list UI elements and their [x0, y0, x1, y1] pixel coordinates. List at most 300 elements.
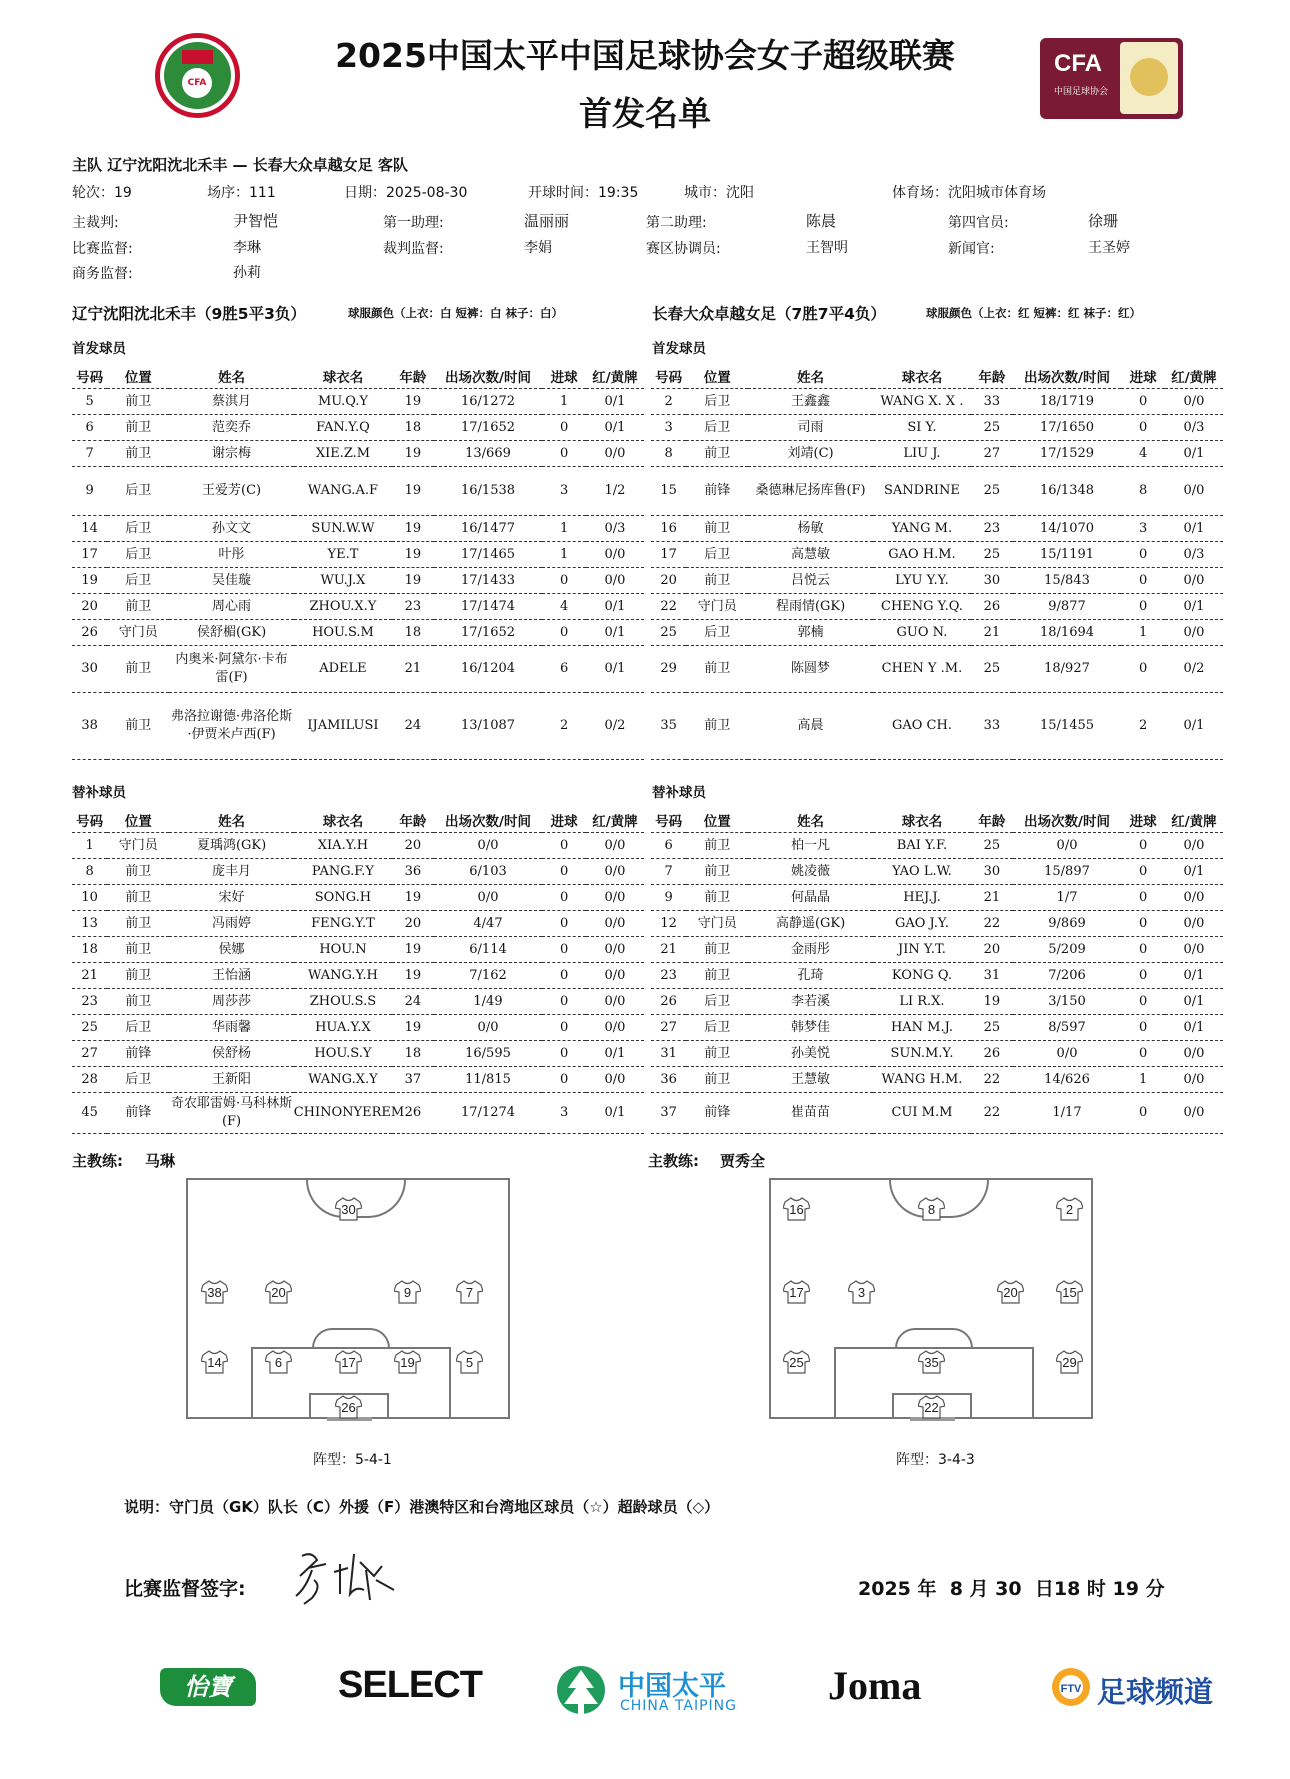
appearances: 1/17 [1013, 1093, 1122, 1134]
age: 20 [971, 937, 1012, 963]
player-name: 侯娜 [169, 937, 293, 963]
cards: 0/1 [1165, 989, 1223, 1015]
official-name: 徐珊 [1088, 212, 1119, 230]
position: 前卫 [107, 389, 169, 415]
col-age-header: 年龄 [392, 808, 433, 833]
player-name: 王怡涵 [169, 963, 293, 989]
cards: 0/3 [1165, 415, 1223, 441]
position: 前卫 [686, 568, 748, 594]
table-row [72, 467, 644, 516]
shirt-name: WU.J.X [294, 568, 392, 594]
goals: 0 [1121, 859, 1165, 885]
appearances: 18/1719 [1013, 389, 1122, 415]
shirt-name: LIU J. [873, 441, 971, 467]
table-row [72, 389, 644, 415]
appearances: 9/869 [1013, 911, 1122, 937]
shirt-number: 17 [651, 542, 686, 568]
shirt-number-label: 7 [465, 1285, 474, 1300]
col-number-header: 号码 [72, 808, 107, 833]
player-shirt-icon [918, 1350, 945, 1374]
position: 后卫 [107, 568, 169, 594]
shirt-name: SUN.W.W [294, 516, 392, 542]
age: 25 [971, 1015, 1012, 1041]
shirt-number: 14 [72, 516, 107, 542]
age: 19 [392, 542, 433, 568]
player-name: 侯舒楣(GK) [169, 620, 293, 646]
table-row [651, 542, 1223, 568]
player-shirt-icon [456, 1280, 483, 1304]
home-starters-heading: 首发球员 [72, 341, 126, 357]
shirt-name: WANG.Y.H [294, 963, 392, 989]
taiping-tree-icon [556, 1664, 606, 1718]
shirt-number-label: 38 [207, 1285, 222, 1300]
shirt-number: 9 [72, 467, 107, 516]
supervisor-signature [282, 1546, 402, 1606]
position: 前卫 [686, 1041, 748, 1067]
shirt-number: 8 [651, 441, 686, 467]
sponsor-select-logo: SELECT [338, 1664, 482, 1706]
cards: 0/0 [586, 989, 644, 1015]
age: 33 [971, 389, 1012, 415]
table-row [72, 693, 644, 760]
age: 37 [392, 1067, 433, 1093]
player-shirt-icon [783, 1350, 810, 1374]
appearances: 4/47 [434, 911, 543, 937]
away-starters-table [651, 364, 1223, 760]
player-shirt-icon [201, 1350, 228, 1374]
shirt-name: SUN.M.Y. [873, 1041, 971, 1067]
table-row [651, 620, 1223, 646]
table-row [651, 989, 1223, 1015]
appearances: 15/897 [1013, 859, 1122, 885]
goals: 3 [1121, 516, 1165, 542]
position: 前卫 [107, 594, 169, 620]
goals: 0 [542, 833, 586, 859]
age: 22 [971, 1067, 1012, 1093]
age: 22 [971, 911, 1012, 937]
goals: 0 [542, 963, 586, 989]
goals: 6 [542, 646, 586, 693]
appearances: 0/0 [1013, 833, 1122, 859]
goals: 0 [1121, 911, 1165, 937]
shirt-name: GAO J.Y. [873, 911, 971, 937]
appearances: 15/1455 [1013, 693, 1122, 760]
shirt-number: 25 [651, 620, 686, 646]
shirt-number-label: 9 [403, 1285, 412, 1300]
shirt-name: SI Y. [873, 415, 971, 441]
goals: 0 [542, 911, 586, 937]
goals: 0 [1121, 415, 1165, 441]
shirt-name: FENG.Y.T [294, 911, 392, 937]
shirt-number-label: 2 [1065, 1202, 1074, 1217]
player-name: 韩梦佳 [748, 1015, 872, 1041]
col-shirt-name-header: 球衣名 [873, 808, 971, 833]
appearances: 17/1274 [434, 1093, 543, 1134]
cards: 0/0 [586, 1015, 644, 1041]
cards: 0/0 [1165, 467, 1223, 516]
col-apps-header: 出场次数/时间 [434, 364, 543, 389]
shirt-number: 7 [72, 441, 107, 467]
shirt-name: ZHOU.X.Y [294, 594, 392, 620]
official-name: 李娟 [524, 240, 552, 256]
official-label: 第四官员: [948, 215, 1009, 231]
col-number-header: 号码 [651, 364, 686, 389]
position: 后卫 [686, 1015, 748, 1041]
position: 后卫 [686, 389, 748, 415]
player-shirt-icon [783, 1280, 810, 1304]
col-cards-header: 红/黄牌 [586, 808, 644, 833]
col-apps-header: 出场次数/时间 [1013, 808, 1122, 833]
shirt-name: XIA.Y.H [294, 833, 392, 859]
home-coach-label: 主教练: [72, 1152, 123, 1170]
goals: 0 [1121, 885, 1165, 911]
age: 18 [392, 415, 433, 441]
col-name-header: 姓名 [169, 808, 293, 833]
position: 前卫 [686, 833, 748, 859]
table-row [72, 441, 644, 467]
player-name: 宋好 [169, 885, 293, 911]
position: 守门员 [686, 594, 748, 620]
age: 26 [392, 1093, 433, 1134]
shirt-number-label: 17 [341, 1355, 356, 1370]
col-position-header: 位置 [686, 808, 748, 833]
shirt-name: YAO L.W. [873, 859, 971, 885]
age: 30 [971, 568, 1012, 594]
appearances: 16/1204 [434, 646, 543, 693]
goals: 0 [1121, 646, 1165, 693]
match-date: 日期：2025-08-30 [344, 185, 468, 201]
shirt-number-label: 16 [789, 1202, 804, 1217]
cards: 0/1 [586, 646, 644, 693]
player-name: 冯雨婷 [169, 911, 293, 937]
col-shirt-name-header: 球衣名 [294, 808, 392, 833]
cfa-league-logo: CFA 中国足球协会 [1040, 38, 1183, 119]
cards: 0/0 [1165, 389, 1223, 415]
table-row [72, 1093, 644, 1134]
city: 城市：沈阳 [684, 185, 754, 201]
shirt-name: ADELE [294, 646, 392, 693]
cards: 0/0 [1165, 568, 1223, 594]
goals: 0 [542, 885, 586, 911]
age: 24 [392, 693, 433, 760]
appearances: 7/206 [1013, 963, 1122, 989]
table-header-row [651, 808, 1223, 833]
shirt-number: 2 [651, 389, 686, 415]
appearances: 13/669 [434, 441, 543, 467]
table-row [651, 1067, 1223, 1093]
position: 前卫 [686, 646, 748, 693]
appearances: 17/1465 [434, 542, 543, 568]
shirt-number: 26 [72, 620, 107, 646]
player-name: 程雨情(GK) [748, 594, 872, 620]
goals: 0 [542, 415, 586, 441]
shirt-name: GAO CH. [873, 693, 971, 760]
col-apps-header: 出场次数/时间 [1013, 364, 1122, 389]
shirt-name: WANG.A.F [294, 467, 392, 516]
col-number-header: 号码 [651, 808, 686, 833]
player-name: 高静遥(GK) [748, 911, 872, 937]
shirt-name: SANDRINE [873, 467, 971, 516]
table-row [651, 646, 1223, 693]
player-shirt-icon [1056, 1280, 1083, 1304]
player-name: 庞丰月 [169, 859, 293, 885]
cards: 1/2 [586, 467, 644, 516]
cards: 0/1 [586, 594, 644, 620]
shirt-number: 27 [651, 1015, 686, 1041]
appearances: 13/1087 [434, 693, 543, 760]
col-name-header: 姓名 [169, 364, 293, 389]
official-name: 孙莉 [233, 265, 261, 281]
goals: 0 [542, 1067, 586, 1093]
official-name: 李琳 [233, 240, 261, 256]
sponsor-taiping-cn: 中国太平 [618, 1671, 726, 1702]
appearances: 17/1652 [434, 620, 543, 646]
shirt-number: 21 [72, 963, 107, 989]
match-number: 场序：111 [207, 185, 276, 201]
cfa-emblem-logo: CFA [155, 33, 240, 118]
shirt-name: XIE.Z.M [294, 441, 392, 467]
position: 前卫 [107, 859, 169, 885]
cards: 0/1 [1165, 441, 1223, 467]
shirt-name: WANG H.M. [873, 1067, 971, 1093]
table-row [72, 1067, 644, 1093]
cards: 0/0 [1165, 620, 1223, 646]
appearances: 14/626 [1013, 1067, 1122, 1093]
position: 守门员 [107, 833, 169, 859]
shirt-name: CUI M.M [873, 1093, 971, 1134]
goals: 1 [1121, 620, 1165, 646]
table-row [72, 542, 644, 568]
shirt-number-label: 6 [274, 1355, 283, 1370]
goals: 0 [542, 1041, 586, 1067]
col-goals-header: 进球 [1121, 364, 1165, 389]
shirt-number: 5 [72, 389, 107, 415]
home-formation-pitch [186, 1178, 510, 1419]
shirt-name: WANG.X.Y [294, 1067, 392, 1093]
home-starters-table [72, 364, 644, 760]
official-label: 比赛监督: [72, 241, 133, 257]
shirt-number: 27 [72, 1041, 107, 1067]
page-title: 2025中国太平中国足球协会女子超级联赛 [335, 36, 955, 75]
cards: 0/2 [1165, 646, 1223, 693]
shirt-name: YE.T [294, 542, 392, 568]
appearances: 17/1652 [434, 415, 543, 441]
cards: 0/0 [1165, 885, 1223, 911]
player-shirt-icon [201, 1280, 228, 1304]
goals: 0 [542, 1015, 586, 1041]
cards: 0/0 [586, 911, 644, 937]
col-name-header: 姓名 [748, 364, 872, 389]
table-row [651, 963, 1223, 989]
away-starters-heading: 首发球员 [652, 341, 706, 357]
cards: 0/1 [586, 415, 644, 441]
table-row [651, 568, 1223, 594]
shirt-number-label: 30 [341, 1202, 356, 1217]
away-formation-pitch [769, 1178, 1093, 1419]
table-row [651, 415, 1223, 441]
shirt-name: HOU.S.M [294, 620, 392, 646]
table-row [651, 1093, 1223, 1134]
player-shirt-icon [783, 1197, 810, 1221]
shirt-number: 17 [72, 542, 107, 568]
shirt-number: 26 [651, 989, 686, 1015]
shirt-name: LI R.X. [873, 989, 971, 1015]
position: 前锋 [686, 467, 748, 516]
table-row [72, 415, 644, 441]
goals: 0 [1121, 389, 1165, 415]
shirt-number: 6 [651, 833, 686, 859]
shirt-number-label: 8 [927, 1202, 936, 1217]
appearances: 17/1650 [1013, 415, 1122, 441]
position: 后卫 [686, 620, 748, 646]
player-name: 范奕乔 [169, 415, 293, 441]
appearances: 15/843 [1013, 568, 1122, 594]
shirt-number: 7 [651, 859, 686, 885]
table-row [72, 516, 644, 542]
appearances: 6/114 [434, 937, 543, 963]
cards: 0/0 [586, 885, 644, 911]
player-name: 吕悦云 [748, 568, 872, 594]
shirt-number-label: 29 [1062, 1355, 1077, 1370]
appearances: 9/877 [1013, 594, 1122, 620]
away-coach-name: 贾秀全 [720, 1152, 766, 1170]
shirt-name: SONG.H [294, 885, 392, 911]
shirt-number: 20 [72, 594, 107, 620]
official-label: 商务监督: [72, 266, 133, 282]
player-shirt-icon [1056, 1350, 1083, 1374]
position: 前卫 [686, 885, 748, 911]
shirt-name: WANG X. X . [873, 389, 971, 415]
player-name: 柏一凡 [748, 833, 872, 859]
player-name: 叶彤 [169, 542, 293, 568]
age: 19 [392, 441, 433, 467]
table-row [72, 937, 644, 963]
position: 后卫 [107, 1067, 169, 1093]
appearances: 17/1474 [434, 594, 543, 620]
cards: 0/0 [1165, 1093, 1223, 1134]
col-goals-header: 进球 [1121, 808, 1165, 833]
goals: 0 [542, 989, 586, 1015]
appearances: 16/1538 [434, 467, 543, 516]
cards: 0/1 [586, 389, 644, 415]
shirt-number-label: 20 [1003, 1285, 1018, 1300]
player-name: 侯舒杨 [169, 1041, 293, 1067]
position: 前锋 [107, 1093, 169, 1134]
table-header-row [72, 808, 644, 833]
position: 守门员 [686, 911, 748, 937]
shirt-number-label: 19 [400, 1355, 415, 1370]
age: 36 [392, 859, 433, 885]
shirt-number: 9 [651, 885, 686, 911]
match-teams-line: 主队 辽宁沈阳沈北禾丰 — 长春大众卓越女足 客队 [72, 156, 408, 174]
table-row [72, 568, 644, 594]
table-row [72, 859, 644, 885]
goals: 0 [1121, 963, 1165, 989]
player-shirt-icon [335, 1395, 362, 1419]
shirt-name: HOU.S.Y [294, 1041, 392, 1067]
player-name: 内奥米·阿黛尔·卡布雷(F) [169, 646, 293, 693]
sponsor-yibao-logo: 怡寶 [160, 1668, 256, 1706]
shirt-number: 35 [651, 693, 686, 760]
player-shirt-icon [265, 1280, 292, 1304]
table-row [72, 620, 644, 646]
player-shirt-icon [394, 1280, 421, 1304]
goals: 0 [542, 620, 586, 646]
player-name: 华雨馨 [169, 1015, 293, 1041]
appearances: 16/1272 [434, 389, 543, 415]
position: 前卫 [107, 415, 169, 441]
appearances: 14/1070 [1013, 516, 1122, 542]
cards: 0/0 [1165, 1041, 1223, 1067]
shirt-number: 21 [651, 937, 686, 963]
age: 27 [971, 441, 1012, 467]
age: 21 [392, 646, 433, 693]
goals: 2 [1121, 693, 1165, 760]
age: 19 [971, 989, 1012, 1015]
official-name: 王圣婷 [1088, 240, 1130, 256]
shirt-name: HUA.Y.X [294, 1015, 392, 1041]
col-cards-header: 红/黄牌 [1165, 364, 1223, 389]
shirt-number: 18 [72, 937, 107, 963]
player-name: 吴佳璇 [169, 568, 293, 594]
shirt-number: 1 [72, 833, 107, 859]
appearances: 17/1529 [1013, 441, 1122, 467]
shirt-number-label: 14 [207, 1355, 222, 1370]
official-label: 新闻官: [948, 241, 995, 257]
home-formation: 阵型：5-4-1 [313, 1452, 392, 1468]
player-name: 夏瑀鸿(GK) [169, 833, 293, 859]
position: 前卫 [686, 937, 748, 963]
shirt-name: ZHOU.S.S [294, 989, 392, 1015]
position: 前卫 [686, 1067, 748, 1093]
home-coach-name: 马琳 [145, 1152, 176, 1170]
player-name: 桑德琳尼扬库鲁(F) [748, 467, 872, 516]
shirt-number: 36 [651, 1067, 686, 1093]
table-row [651, 885, 1223, 911]
shirt-name: KONG Q. [873, 963, 971, 989]
cards: 0/0 [1165, 833, 1223, 859]
shirt-name: MU.Q.Y [294, 389, 392, 415]
player-shirt-icon [918, 1395, 945, 1419]
table-row [72, 1015, 644, 1041]
cards: 0/0 [586, 859, 644, 885]
shirt-name: YANG M. [873, 516, 971, 542]
official-name: 尹智恺 [233, 212, 279, 230]
player-name: 高晨 [748, 693, 872, 760]
goals: 0 [542, 859, 586, 885]
age: 23 [392, 594, 433, 620]
sponsor-taiping-en: CHINA TAIPING [620, 1698, 737, 1714]
cards: 0/0 [1165, 1067, 1223, 1093]
player-shirt-icon [918, 1197, 945, 1221]
age: 21 [971, 620, 1012, 646]
age: 23 [971, 516, 1012, 542]
table-row [651, 389, 1223, 415]
goals: 1 [542, 389, 586, 415]
player-shirt-icon [394, 1350, 421, 1374]
goals: 8 [1121, 467, 1165, 516]
away-kit-colors: 球服颜色（上衣：红 短裤：红 袜子：红） [926, 306, 1142, 320]
age: 19 [392, 389, 433, 415]
goals: 0 [542, 441, 586, 467]
kickoff-time: 开球时间：19:35 [528, 185, 639, 201]
cards: 0/0 [586, 963, 644, 989]
shirt-number: 3 [651, 415, 686, 441]
age: 31 [971, 963, 1012, 989]
player-name: 奇农耶雷姆·马科林斯(F) [169, 1093, 293, 1134]
shirt-number: 19 [72, 568, 107, 594]
player-shirt-icon [1056, 1197, 1083, 1221]
